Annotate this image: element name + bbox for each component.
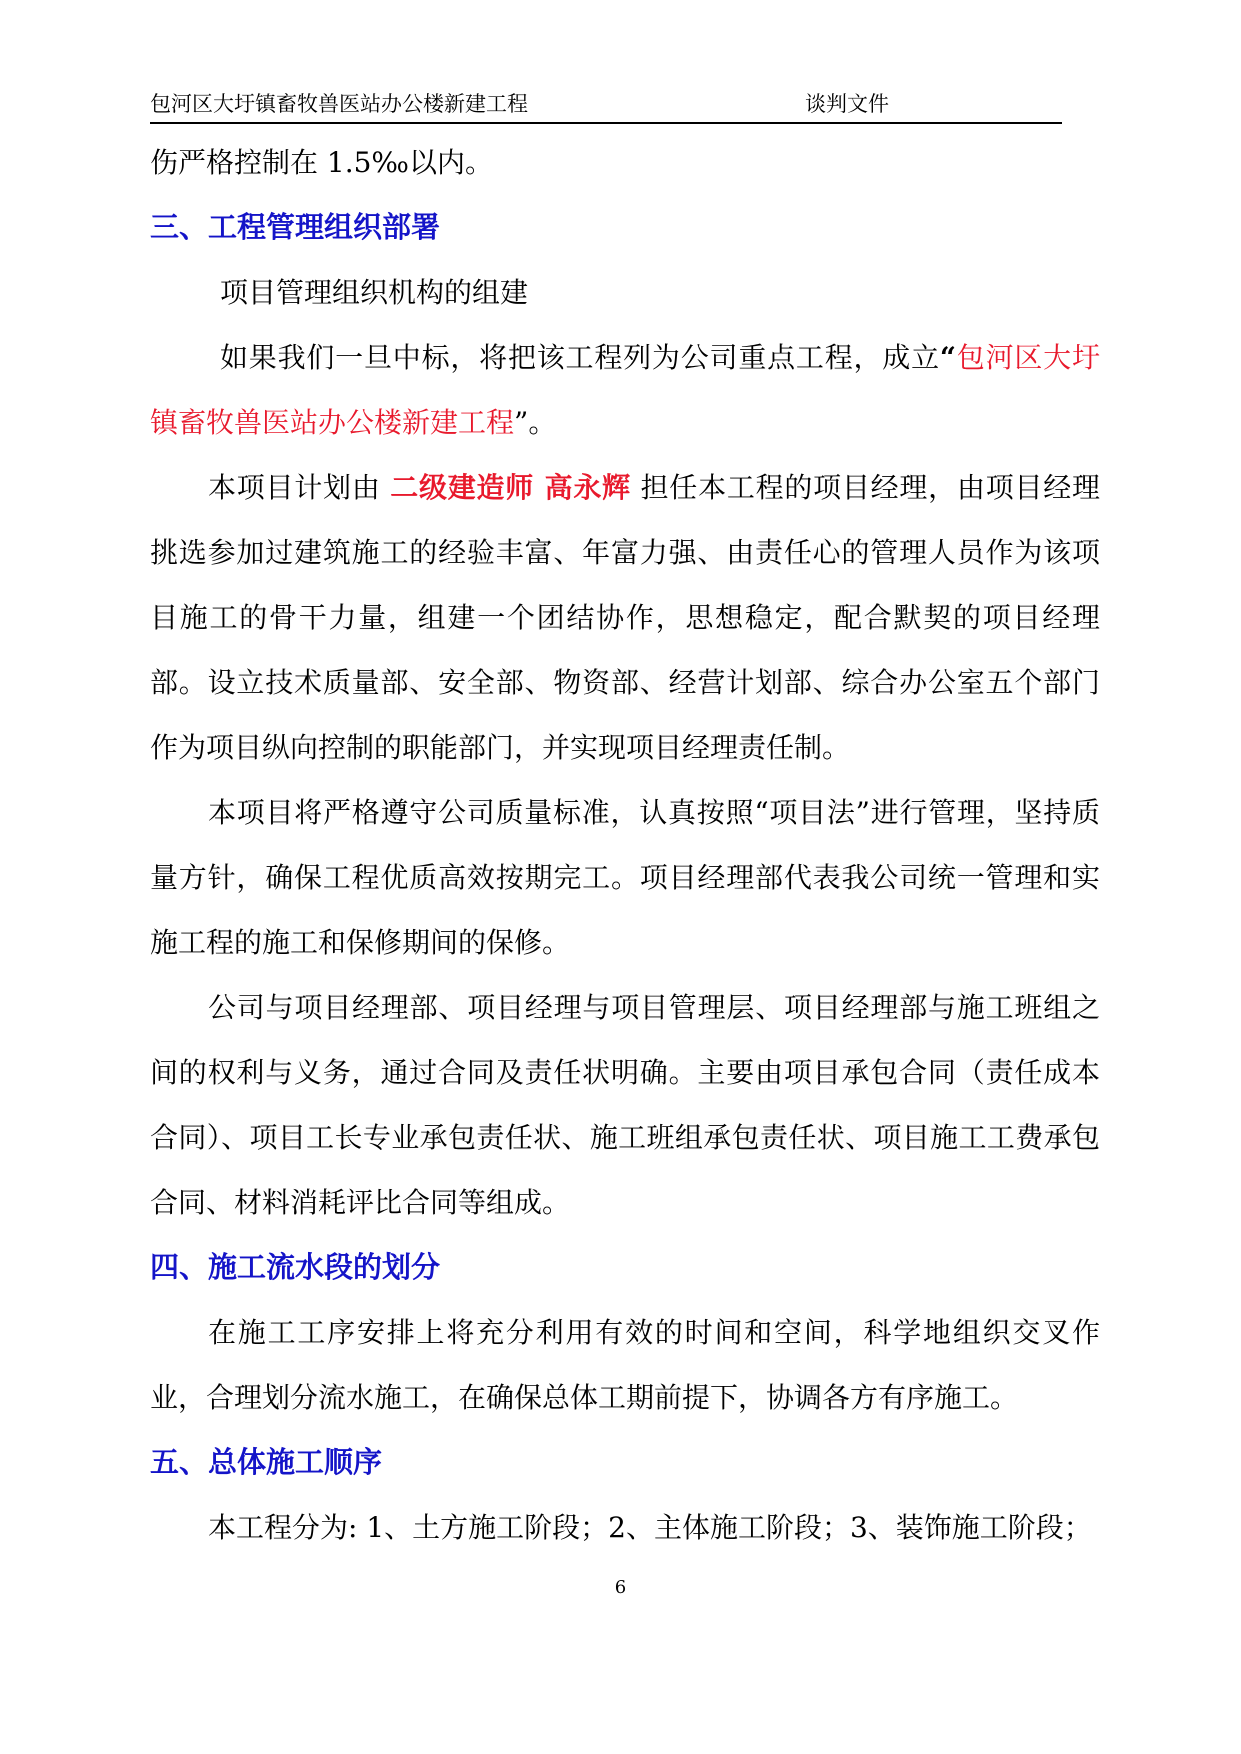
page-number: 6	[614, 1577, 627, 1598]
paragraph-project-manager	[150, 455, 1100, 780]
section-heading-5: 五、总体施工顺序	[150, 1445, 383, 1479]
header-document-type: 谈判文件	[805, 92, 889, 116]
project-manager-highlight: 二级建造师 高永辉	[390, 471, 631, 504]
text-segment: “	[939, 341, 956, 374]
paragraph-org-setup: 项目管理组织机构的组建	[220, 276, 529, 309]
continued-line: 伤严格控制在 1.5‰以内。	[150, 146, 494, 179]
section-heading-3: 三、工程管理组织部署	[150, 210, 441, 244]
page-header	[150, 88, 1062, 124]
paragraph-order: 本工程分为: 1、土方施工阶段；2、主体施工阶段；3、装饰施工阶段；	[208, 1511, 1092, 1544]
paragraph-quality: 本项目将严格遵守公司质量标准，认真按照“项目法”进行管理，坚持质量方针，确保工程优质高效按期完工。项目经理部代表我公司统一管理和实施工程的施工和保修期间的保修。	[150, 796, 1100, 959]
project-name-highlight: 包河区大圩镇畜牧兽医站办公楼新建工程	[150, 341, 1100, 439]
text-segment: 如果我们一旦中标，将把该工程列为公司重点工程，成立	[220, 341, 940, 374]
paragraph-contracts: 公司与项目经理部、项目经理与项目管理层、项目经理部与施工班组之间的权利与义务，通过合同及责任状明确。主要由项目承包合同（责任成本合同）、项目工长专业承包责任状、施工班组承包责任状、项目施工工费承包合同、材料消耗评比合同等组成。	[150, 991, 1100, 1219]
paragraph-flow: 在施工工序安排上将充分利用有效的时间和空间，科学地组织交叉作业，合理划分流水施工，在确保总体工期前提下，协调各方有序施工。	[150, 1316, 1100, 1414]
text-segment: 担任本工程的项目经理，由项目经理挑选参加过建筑施工的经验丰富、年富力强、由责任心的管理人员作为该项目施工的骨干力量，组建一个团结协作，思想稳定，配合默契的项目经理部。设立技术质量部、安全部、物资部、经营计划部、综合办公室五个部门作为项目纵向控制的职能部门，并实现项目经理责任制。	[150, 471, 1100, 764]
paragraph-win-bid	[150, 325, 1100, 455]
header-project-title: 包河区大圩镇畜牧兽医站办公楼新建工程	[150, 92, 528, 116]
document-body	[150, 130, 1100, 1560]
section-heading-4: 四、施工流水段的划分	[150, 1250, 441, 1284]
text-segment: ”。	[514, 406, 557, 439]
text-segment: 本项目计划由	[208, 471, 391, 504]
